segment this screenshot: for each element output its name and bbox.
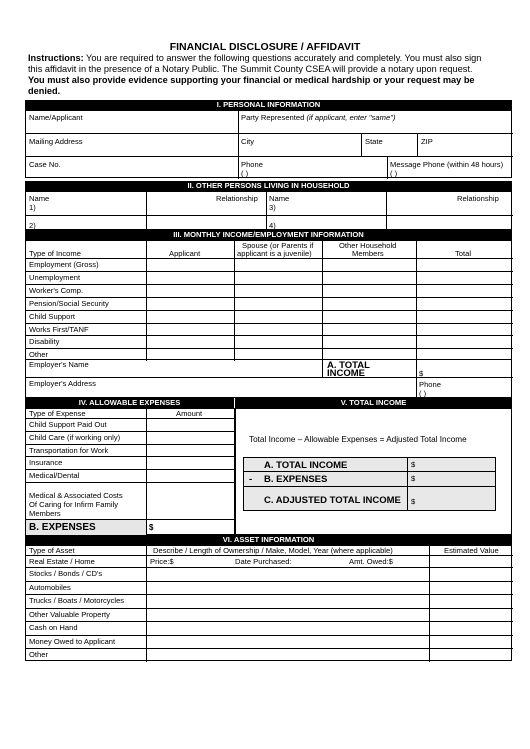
total-income-a-dollar[interactable]: $	[419, 369, 424, 378]
household-relationship-label-2: Relationship	[457, 194, 499, 203]
income-row-field[interactable]	[235, 285, 321, 296]
employer-block	[25, 359, 512, 398]
income-row-field[interactable]	[147, 324, 233, 335]
income-col-total: Total	[455, 249, 472, 258]
name-applicant-label: Name/Applicant	[29, 113, 83, 122]
asset-col-desc: Describe / Length of Ownership / Make, Model, Year (where applicable)	[153, 546, 393, 555]
case-no-field[interactable]	[27, 169, 237, 178]
asset-col-value: Estimated Value	[444, 546, 499, 555]
section-household-header: II. OTHER PERSONS LIVING IN HOUSEHOLD	[25, 181, 512, 191]
expense-row-label: Medical/Dental	[29, 471, 80, 481]
b-expenses-total-label: B. EXPENSES	[264, 474, 328, 485]
asset-row-divider	[26, 555, 513, 556]
income-row-field[interactable]	[417, 285, 512, 296]
asset-row-field[interactable]	[147, 649, 428, 661]
expense-row-label: Insurance	[29, 458, 63, 468]
state-field[interactable]	[363, 146, 416, 156]
phone-field[interactable]: ( )	[241, 169, 249, 178]
phone-label: Phone	[241, 160, 263, 169]
employer-phone-label: Phone	[419, 380, 441, 389]
state-label: State	[365, 137, 383, 146]
expense-row-field[interactable]	[147, 432, 235, 443]
expense-table	[25, 408, 235, 535]
income-row-field[interactable]	[235, 324, 321, 335]
employer-name-field[interactable]	[27, 368, 321, 377]
income-row-field[interactable]	[147, 285, 233, 296]
expense-caring-line2: Of Caring for Infirm Family	[29, 500, 119, 509]
party-represented-field[interactable]	[240, 122, 510, 133]
expense-row-field[interactable]	[147, 457, 235, 468]
message-phone-field[interactable]: ( )	[390, 169, 398, 178]
c-adjusted-income-label: C. ADJUSTED TOTAL INCOME	[264, 495, 401, 506]
income-row-field[interactable]	[323, 259, 415, 270]
income-col-other-line1: Other Household	[339, 241, 397, 250]
income-row-label: Employment (Gross)	[29, 260, 99, 269]
income-row-label: Works First/TANF	[29, 324, 89, 334]
household-3[interactable]: 3)	[269, 203, 276, 212]
instructions-line1: You are required to answer the following questions accurately and completely. You must also sign	[86, 53, 482, 63]
asset-row-field[interactable]	[430, 609, 512, 621]
asset-row-field[interactable]	[147, 622, 428, 634]
income-row-field[interactable]	[323, 336, 415, 347]
income-row-label: Other	[29, 350, 48, 360]
household-relationship-label-1: Relationship	[216, 194, 258, 203]
income-row-field[interactable]	[235, 336, 321, 347]
expense-row-label: Child Support Paid Out	[29, 420, 107, 429]
asset-price-field[interactable]: Price:$	[150, 557, 174, 566]
income-row-field[interactable]	[147, 336, 233, 347]
asset-row-field[interactable]	[430, 636, 512, 648]
expense-row-field[interactable]	[147, 419, 235, 430]
a-total-income-label: A. TOTAL INCOME	[264, 460, 348, 471]
expense-row-label: Transportation for Work	[29, 445, 109, 455]
household-4[interactable]: 4)	[269, 221, 276, 230]
instructions-label: Instructions:	[28, 53, 84, 63]
case-no-label: Case No.	[29, 160, 61, 169]
income-row-label: Child Support	[29, 311, 76, 321]
income-row-field[interactable]	[235, 272, 321, 283]
income-row-field[interactable]	[323, 285, 415, 296]
expense-caring-amount-field[interactable]	[147, 483, 234, 518]
income-row-field[interactable]	[417, 259, 512, 270]
income-row-field[interactable]	[147, 311, 233, 322]
income-row-label: Disability	[29, 337, 60, 347]
asset-row-label: Stocks / Bonds / CD's	[29, 569, 103, 578]
section-expenses-header: IV. ALLOWABLE EXPENSES	[25, 398, 234, 408]
instructions	[28, 53, 518, 97]
b-expenses-total-dollar[interactable]: $	[411, 474, 416, 483]
income-row-field[interactable]	[147, 259, 233, 270]
income-table	[25, 240, 512, 360]
employer-address-label: Employer's Address	[29, 379, 96, 388]
income-row-field[interactable]	[417, 336, 512, 347]
total-income-a-line2: INCOME	[327, 368, 365, 379]
income-col-applicant: Applicant	[169, 249, 201, 258]
asset-row-field[interactable]	[147, 595, 428, 607]
a-total-income-dollar[interactable]: $	[411, 460, 416, 469]
asset-row-field[interactable]	[430, 649, 512, 661]
asset-row-label: Automobiles	[29, 582, 71, 592]
income-col-spouse-line2: applicant is a juvenile)	[237, 249, 312, 258]
page-title: FINANCIAL DISCLOSURE / AFFIDAVIT	[169, 41, 361, 53]
asset-row-field[interactable]	[430, 568, 512, 580]
income-row-field[interactable]	[235, 311, 321, 322]
asset-row-label: Other	[29, 650, 48, 659]
asset-row-field[interactable]	[147, 609, 428, 621]
expense-row-field[interactable]	[147, 470, 235, 481]
asset-row-label: Other Valuable Property	[29, 609, 110, 619]
asset-col-type: Type of Asset	[29, 546, 75, 555]
instructions-bold1: You must also provide evidence supporting your financial or medical hardship or your request may be	[28, 75, 475, 85]
section-personal	[25, 110, 512, 178]
expense-caring-line3: Members	[29, 509, 61, 518]
expense-row-label: Child Care (if working only)	[29, 432, 121, 442]
income-row-field[interactable]	[417, 324, 512, 335]
party-represented-label: Party Represented (if applicant, enter "same")	[241, 113, 396, 122]
asset-row-field[interactable]	[147, 582, 428, 594]
household-name-label-1: Name	[29, 194, 50, 203]
employer-address-field[interactable]	[27, 388, 415, 398]
zip-field[interactable]	[419, 146, 511, 156]
asset-date-purchased-field[interactable]: Date Purchased:	[235, 557, 292, 566]
asset-table	[25, 545, 512, 661]
household-2[interactable]: 2)	[29, 221, 36, 230]
asset-row-field[interactable]	[430, 595, 512, 607]
income-row-label: Unemployment	[29, 272, 81, 282]
total-income-formula: Total Income – Allowable Expenses = Adjusted Total Income	[249, 435, 467, 444]
income-row-field[interactable]	[323, 272, 415, 283]
instructions-line2: this affidavit in the presence of a Notary Public. The Summit County CSEA will provide a notary upon request.	[28, 64, 473, 74]
minus-sign: -	[249, 474, 253, 485]
income-row-field[interactable]	[323, 311, 415, 322]
household-name-label-2: Name	[269, 194, 290, 203]
asset-row-label: Cash on Hand	[29, 623, 78, 632]
income-row-label: Pension/Social Security	[29, 298, 109, 308]
b-expenses-label: B. EXPENSES	[29, 522, 96, 533]
income-row-label: Worker's Comp.	[29, 285, 84, 295]
instructions-bold2: denied.	[28, 86, 61, 96]
city-field[interactable]	[240, 146, 360, 156]
section-income-header: III. MONTHLY INCOME/EMPLOYMENT INFORMATION	[25, 230, 512, 240]
zip-label: ZIP	[421, 137, 433, 146]
c-adjusted-income-dollar[interactable]: $	[411, 497, 416, 506]
asset-row-label: Money Owed to Applicant	[29, 636, 116, 646]
expense-row-field[interactable]	[147, 445, 235, 456]
income-row-field[interactable]	[323, 298, 415, 309]
income-row-field[interactable]	[235, 259, 321, 270]
section-personal-header: I. PERSONAL INFORMATION	[25, 100, 512, 110]
asset-row-field[interactable]	[147, 568, 428, 580]
mailing-address-field[interactable]	[27, 146, 237, 156]
asset-amt-owed-field[interactable]: Amt. Owed:$	[349, 557, 393, 566]
expense-caring-line1: Medical & Associated Costs	[29, 491, 123, 500]
asset-row-field[interactable]	[147, 636, 428, 648]
income-row-field[interactable]	[147, 272, 233, 283]
b-expenses-dollar[interactable]: $	[149, 523, 154, 532]
income-col-spouse-line1: Spouse (or Parents if	[242, 241, 314, 250]
income-col-type: Type of Income	[29, 249, 81, 258]
city-label: City	[241, 137, 255, 146]
total-income-panel	[235, 408, 512, 535]
household-1[interactable]: 1)	[29, 203, 36, 212]
asset-row-field[interactable]	[430, 582, 512, 594]
income-row-field[interactable]	[417, 272, 512, 283]
message-phone-label: Message Phone (within 48 hours)	[390, 160, 504, 169]
expense-col-amount: Amount	[176, 409, 203, 418]
section-asset-header: VI. ASSET INFORMATION	[25, 535, 512, 545]
income-row-field[interactable]	[417, 298, 512, 309]
asset-row-field[interactable]	[430, 622, 512, 634]
income-row-field[interactable]	[323, 324, 415, 335]
asset-realestate-label: Real Estate / Home	[29, 557, 95, 566]
employer-phone-field[interactable]: ( )	[419, 389, 427, 398]
income-row-field[interactable]	[147, 298, 233, 309]
name-applicant-field[interactable]	[27, 122, 237, 133]
mailing-address-label: Mailing Address	[29, 137, 83, 146]
total-income-a-line1: A. TOTAL	[327, 360, 370, 371]
expense-col-type: Type of Expense	[29, 409, 86, 418]
income-col-other-line2: Members	[352, 249, 384, 258]
income-row-field[interactable]	[235, 298, 321, 309]
asset-row-label: Trucks / Boats / Motorcycles	[29, 596, 125, 605]
section-household	[25, 191, 512, 230]
income-row-field[interactable]	[417, 311, 512, 322]
employer-name-label: Employer's Name	[29, 360, 89, 369]
section-total-income-header: V. TOTAL INCOME	[235, 398, 512, 408]
